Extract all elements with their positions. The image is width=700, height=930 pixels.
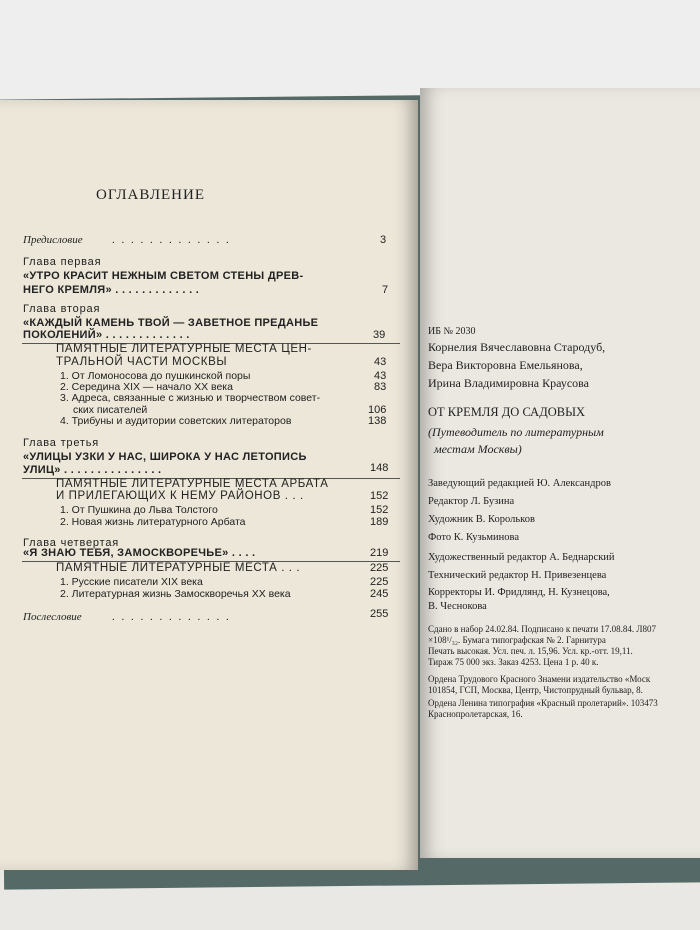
chapter-3-section-line-1: ПАМЯТНЫЕ ЛИТЕРАТУРНЫЕ МЕСТА АРБАТА — [56, 478, 329, 490]
chapter-4-item-2: 2. Литературная жизнь Замоскворечья XX века — [60, 588, 291, 600]
chapter-2-item-3-cont: ских писателей — [73, 404, 148, 416]
chapter-3-item-1-page: 152 — [370, 504, 389, 516]
credit-4: Фото К. Кузьминова — [428, 532, 519, 543]
credit-8: В. Чеснокова — [428, 601, 487, 612]
chapter-3-item-2-page: 189 — [370, 516, 389, 528]
chapter-3-title-line-1: «УЛИЦЫ УЗКИ У НАС, ШИРОКА У НАС ЛЕТОПИСЬ — [23, 451, 307, 463]
chapter-3-kicker: Глава третья — [23, 437, 100, 449]
chapter-2-section-line-2: ТРАЛЬНОЙ ЧАСТИ МОСКВЫ — [56, 356, 228, 368]
chapter-2-section-line-1: ПАМЯТНЫЕ ЛИТЕРАТУРНЫЕ МЕСТА ЦЕН- — [56, 343, 312, 355]
chapter-3-item-2: 2. Новая жизнь литературного Арбата — [60, 516, 246, 528]
credit-7: Корректоры И. Фридлянд, Н. Кузнецова, — [428, 587, 610, 598]
print-info-3: Печать высокая. Усл. печ. л. 15,96. Усл. кр.-отт. 19,11. — [428, 646, 633, 656]
chapter-2-kicker: Глава вторая — [23, 303, 101, 315]
print-info-5: Ордена Трудового Красного Знамени издательство «Моск — [428, 674, 651, 684]
chapter-1-kicker: Глава первая — [23, 256, 102, 268]
chapter-2-page: 39 — [373, 329, 386, 341]
chapter-1-title-line-2: НЕГО КРЕМЛЯ» . . . . . . . . . . . . . — [23, 284, 200, 296]
chapter-2-item-4-page: 138 — [368, 415, 387, 427]
chapter-2-section-page: 43 — [374, 356, 387, 368]
chapter-2-item-3: 3. Адреса, связанные с жизнью и творчеством совет- — [60, 392, 321, 404]
chapter-4-section-page: 225 — [370, 562, 389, 574]
chapter-3-section-line-2: И ПРИЛЕГАЮЩИХ К НЕМУ РАЙОНОВ . . . — [56, 490, 304, 502]
chapter-3-section-page: 152 — [370, 490, 389, 502]
print-info-8: Краснопролетарская, 16. — [428, 709, 523, 719]
preface-page: 3 — [380, 234, 387, 246]
book-subtitle-line-2: местам Москвы) — [434, 442, 522, 456]
chapter-4-section-line-1: ПАМЯТНЫЕ ЛИТЕРАТУРНЫЕ МЕСТА . . . — [56, 562, 301, 574]
chapter-1-page: 7 — [382, 284, 389, 296]
book-subtitle-line-1: (Путеводитель по литературным — [428, 425, 604, 439]
afterword-page: 255 — [370, 608, 389, 620]
credit-6: Технический редактор Н. Привезенцева — [428, 570, 607, 581]
chapter-1-title-line-1: «УТРО КРАСИТ НЕЖНЫМ СВЕТОМ СТЕНЫ ДРЕВ- — [23, 270, 304, 282]
author-3: Ирина Владимировна Краусова — [428, 376, 589, 390]
afterword-dots: . . . . . . . . . . . . . — [112, 611, 231, 623]
credit-5: Художественный редактор А. Беднарский — [428, 552, 615, 563]
chapter-4-page: 219 — [370, 547, 389, 559]
chapter-4-kicker: Глава четвертая — [23, 537, 119, 549]
ib-number: ИБ № 2030 — [428, 326, 476, 337]
author-1: Корнелия Вячеславовна Стародуб, — [428, 340, 606, 354]
toc-title: ОГЛАВЛЕНИЕ — [96, 187, 205, 203]
preface-label: Предисловие — [23, 234, 83, 246]
chapter-3-title-line-2: УЛИЦ» . . . . . . . . . . . . . . . — [23, 464, 162, 476]
book-title: ОТ КРЕМЛЯ ДО САДОВЫХ — [428, 405, 586, 419]
credit-3: Художник В. Корольков — [428, 514, 535, 525]
credit-1: Заведующий редакцией Ю. Александров — [428, 478, 611, 489]
chapter-2-title-line-2: ПОКОЛЕНИЙ» . . . . . . . . . . . . . — [23, 329, 190, 341]
credit-2: Редактор Л. Бузина — [428, 496, 515, 507]
print-info-4: Тираж 75 000 экз. Заказ 4253. Цена 1 р. 40 к. — [428, 657, 599, 667]
chapter-2-item-1-page: 43 — [374, 370, 387, 382]
chapter-2-title-line-1: «КАЖДЫЙ КАМЕНЬ ТВОЙ — ЗАВЕТНОЕ ПРЕДАНЬЕ — [23, 317, 319, 329]
print-info-1: Сдано в набор 24.02.84. Подписано к печати 17.08.84. Л807 — [428, 624, 657, 634]
chapter-2-item-1: 1. От Ломоносова до пушкинской поры — [60, 370, 251, 382]
chapter-2-item-2: 2. Середина XIX — начало XX века — [60, 381, 233, 393]
chapter-4-item-2-page: 245 — [370, 588, 389, 600]
chapter-2-item-3-page: 106 — [368, 404, 387, 416]
chapter-4-title-line-1: «Я ЗНАЮ ТЕБЯ, ЗАМОСКВОРЕЧЬЕ» . . . . — [23, 547, 256, 559]
print-info-2: ×108¹/₃₂. Бумага типографская № 2. Гарнитура — [428, 635, 606, 645]
imprint-page — [420, 88, 700, 858]
chapter-2-item-4: 4. Трибуны и аудитории советских литераторов — [60, 415, 292, 427]
print-info-6: 101854, ГСП, Москва, Центр, Чистопрудный бульвар, 8. — [428, 685, 643, 695]
chapter-4-item-1: 1. Русские писатели XIX века — [60, 576, 203, 588]
afterword-label: Послесловие — [23, 611, 82, 623]
backdrop-top — [0, 0, 700, 100]
chapter-2-item-2-page: 83 — [374, 381, 387, 393]
print-info-7: Ордена Ленина типография «Красный пролетарий». 103473 — [428, 698, 658, 708]
author-2: Вера Викторовна Емельянова, — [428, 358, 583, 372]
preface-dots: . . . . . . . . . . . . . — [112, 234, 231, 246]
chapter-3-item-1: 1. От Пушкина до Льва Толстого — [60, 504, 218, 516]
chapter-4-item-1-page: 225 — [370, 576, 389, 588]
chapter-3-page: 148 — [370, 462, 389, 474]
